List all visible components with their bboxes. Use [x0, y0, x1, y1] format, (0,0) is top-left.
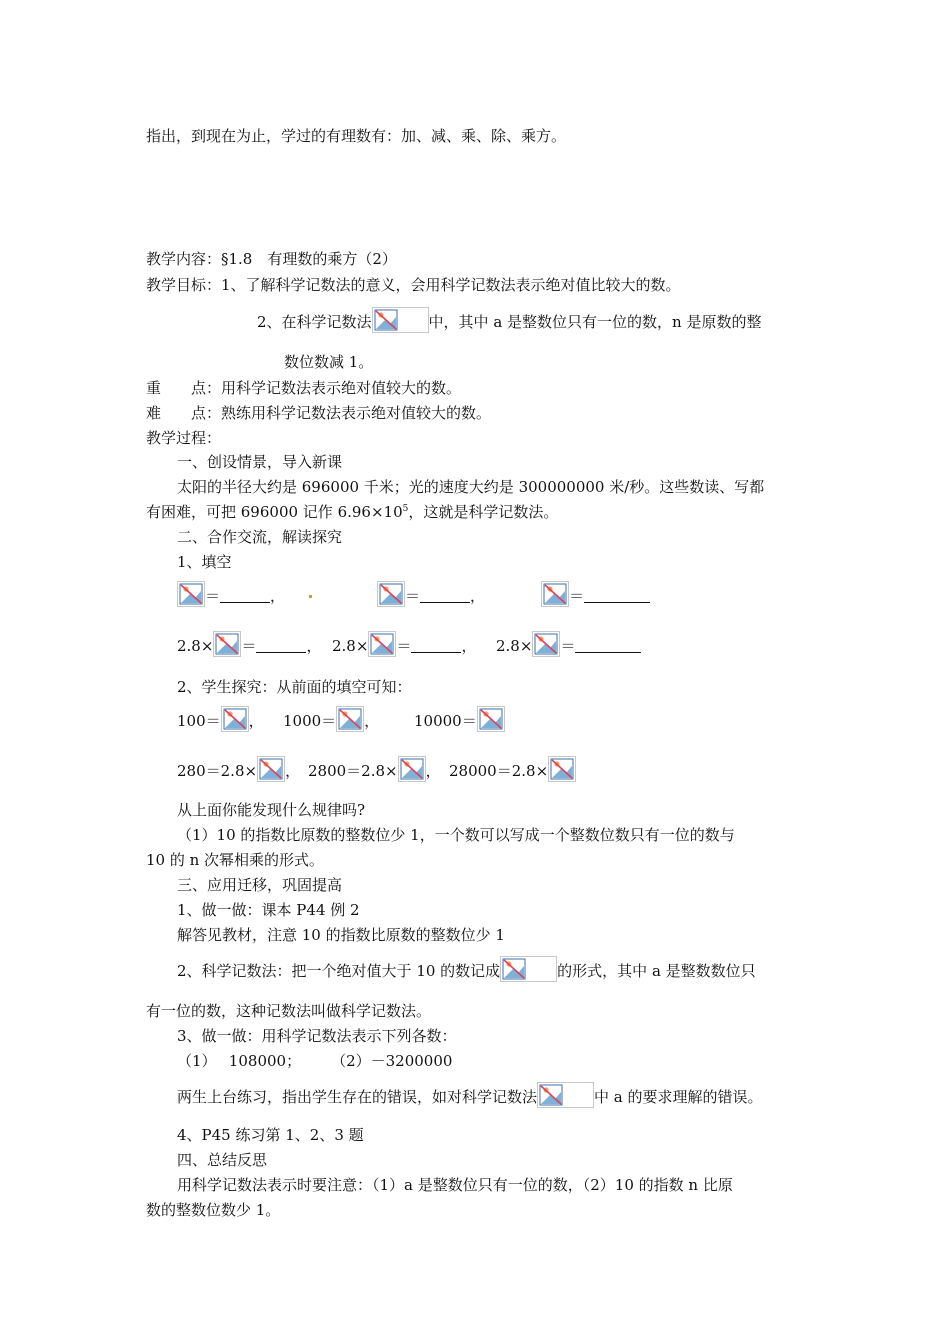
- equation-text: 1000＝: [283, 712, 337, 730]
- section-4-heading: 四、总结反思: [177, 1151, 268, 1169]
- equals-sign: ＝: [205, 587, 221, 605]
- fill-row-2c: [496, 631, 641, 657]
- goal-line-2: [257, 307, 761, 333]
- rule-row-1b: [283, 706, 379, 732]
- paragraph-1-text-c: ，这就是科学记数法。: [408, 503, 559, 521]
- equation-text: 100＝: [177, 712, 221, 730]
- rule-line-2: 10 的 n 次幂相乘的形式。: [146, 851, 325, 869]
- exercise-1-answer: 解答见教材，注意 10 的指数比原数的整数位少 1: [177, 926, 505, 944]
- comma: ，: [461, 637, 477, 655]
- paragraph-1-line-2: [146, 502, 558, 522]
- answer-blank: [411, 638, 461, 653]
- goal2-text-b: 中，其中 a 是整数位只有一位的数，n 是原数的整: [428, 313, 762, 331]
- answer-blank: [220, 588, 270, 603]
- practice-text-b: 中 a 的要求理解的错误。: [594, 1088, 763, 1106]
- rule-row-1a: [177, 706, 264, 732]
- formula-image: [541, 581, 569, 607]
- section-1-heading: 一、创设情景，导入新课: [177, 453, 343, 471]
- answer-blank: [256, 638, 306, 653]
- definition-text-b: 的形式，其中 a 是整数数位只: [557, 962, 756, 980]
- multiplier: 2.8×: [496, 637, 533, 655]
- key-point-line: 重 点：用科学记数法表示绝对值较大的数。: [146, 379, 462, 397]
- multiplier: 2.8×: [177, 637, 214, 655]
- definition-line-2: 有一位的数，这种记数法叫做科学记数法。: [146, 1002, 432, 1020]
- formula-image: [336, 706, 364, 732]
- answer-blank: [420, 588, 470, 603]
- exponent: 5: [402, 504, 409, 514]
- comma: ，: [425, 762, 441, 780]
- formula-image: [368, 631, 396, 657]
- summary-line-1: 用科学记数法表示时要注意：（1）a 是整数位只有一位的数，（2）10 的指数 n 比原: [177, 1176, 733, 1194]
- fill-row-1a: [177, 581, 285, 607]
- goal2-text-a: 2、在科学记数法: [257, 313, 372, 331]
- explore-line: 2、学生探究：从前面的填空可知：: [177, 678, 412, 696]
- paragraph-1-line-1: 太阳的半径大约是 696000 千米；光的速度大约是 300000000 米/秒。这些数读、写都: [177, 478, 765, 496]
- equation-text: 10000＝: [414, 712, 477, 730]
- comma: ，: [364, 712, 380, 730]
- paragraph-1-text-b: 有困难，可把 696000 记作 6.96×10: [146, 503, 403, 521]
- equals-sign: ＝: [396, 637, 412, 655]
- multiplier: 2.8×: [332, 637, 369, 655]
- homework-line: 4、P45 练习第 1、2、3 题: [177, 1126, 364, 1144]
- formula-image: [377, 581, 405, 607]
- equation-text: 2800＝2.8×: [308, 762, 398, 780]
- practice-text-a: 两生上台练习，指出学生存在的错误，如对科学记数法: [177, 1088, 538, 1106]
- question-line: 从上面你能发现什么规律吗?: [177, 801, 366, 819]
- formula-image: [398, 756, 426, 782]
- rule-row-2c: [449, 756, 576, 782]
- goal-line-3: 数位数减 1。: [284, 353, 374, 371]
- fill-row-1b: [377, 581, 485, 607]
- summary-line-2: 数的整数位数少 1。: [146, 1201, 281, 1219]
- formula-image: [532, 631, 560, 657]
- rule-row-2b: [308, 756, 441, 782]
- answer-blank: [575, 638, 641, 653]
- comma: ，: [285, 762, 301, 780]
- goal-line-1: 教学目标：1、了解科学记数法的意义，会用科学记数法表示绝对值比较大的数。: [146, 276, 681, 294]
- formula-image: [221, 706, 249, 732]
- intro-line: 指出，到现在为止，学过的有理数有：加、减、乘、除、乘方。: [146, 127, 567, 145]
- equals-sign: ＝: [560, 637, 576, 655]
- fill-row-2a: [177, 631, 321, 657]
- fill-row-2b: [332, 631, 476, 657]
- formula-image: [548, 756, 576, 782]
- rule-row-2a: [177, 756, 300, 782]
- rule-row-1c: [414, 706, 505, 732]
- section-3-heading: 三、应用迁移，巩固提高: [177, 876, 343, 894]
- process-heading: 教学过程：: [146, 429, 222, 447]
- formula-image: [177, 581, 205, 607]
- section-2-heading: 二、合作交流，解读探究: [177, 528, 343, 546]
- formula-image: [257, 756, 285, 782]
- formula-image: [477, 706, 505, 732]
- equation-text: 28000＝2.8×: [449, 762, 549, 780]
- definition-line-1: [177, 956, 756, 982]
- exercise-1-line: 1、做一做：课本 P44 例 2: [177, 901, 360, 919]
- formula-image: [500, 956, 557, 982]
- content-line: 教学内容：§1.8 有理数的乘方（2）: [146, 250, 397, 268]
- comma: ，: [270, 587, 286, 605]
- exercise-3-line: 3、做一做：用科学记数法表示下列各数：: [177, 1027, 457, 1045]
- formula-image: [537, 1082, 594, 1108]
- difficult-point-line: 难 点：熟练用科学记数法表示绝对值较大的数。: [146, 404, 492, 422]
- comma: ，: [306, 637, 322, 655]
- practice-line: [177, 1082, 763, 1108]
- fill-row-1c: [541, 581, 650, 607]
- comma: ，: [248, 712, 264, 730]
- stray-mark: [309, 595, 312, 598]
- exercise-3-items: （1） 108000； （2）－3200000: [177, 1052, 453, 1070]
- comma: ，: [470, 587, 486, 605]
- equals-sign: ＝: [241, 637, 257, 655]
- equals-sign: ＝: [569, 587, 585, 605]
- equals-sign: ＝: [405, 587, 421, 605]
- formula-image: [213, 631, 241, 657]
- answer-blank: [584, 588, 650, 603]
- fill-blank-title: 1、填空: [177, 553, 232, 571]
- formula-image: [372, 307, 429, 333]
- rule-line-1: （1）10 的指数比原数的整数位少 1，一个数可以写成一个整数位数只有一位的数与: [177, 826, 735, 844]
- equation-text: 280＝2.8×: [177, 762, 258, 780]
- definition-text-a: 2、科学记数法：把一个绝对值大于 10 的数记成: [177, 962, 501, 980]
